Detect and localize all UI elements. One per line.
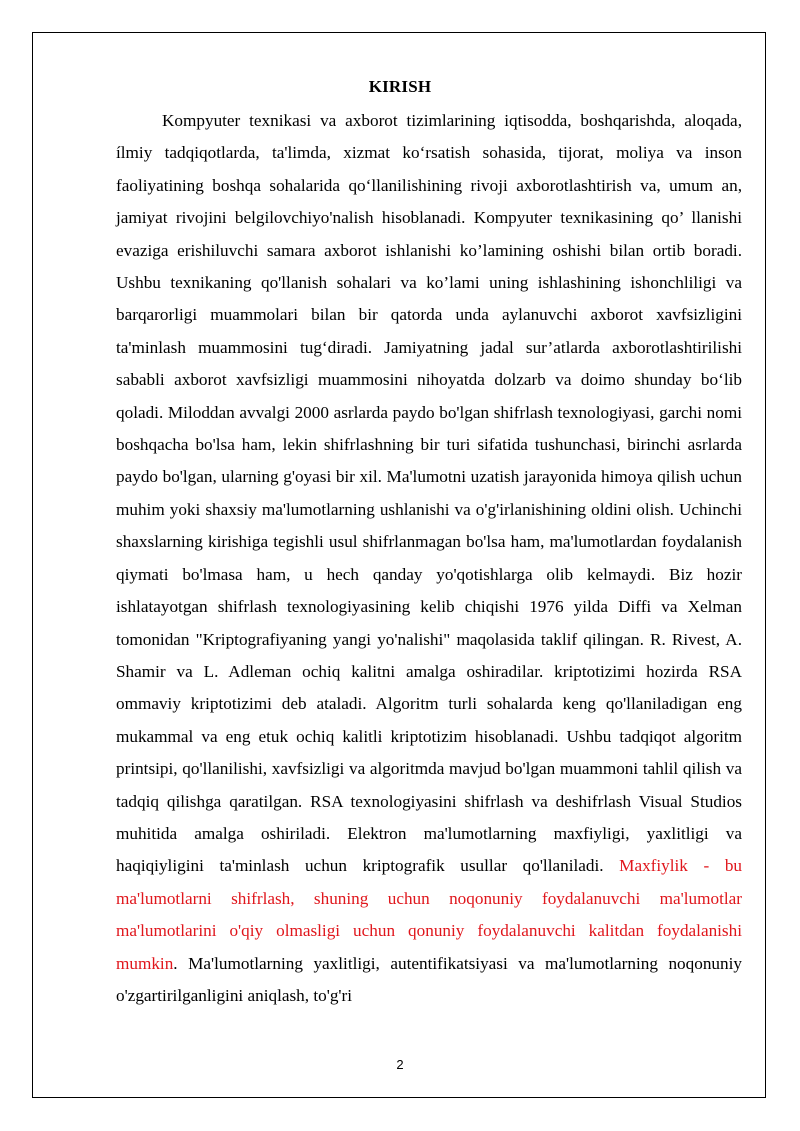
page-number: 2 bbox=[396, 1057, 404, 1072]
section-heading: KIRISH bbox=[368, 77, 432, 96]
highlighted-text: Maxfiylik - bu ma'lumotlarni shifrlash, shuning uchun noqonuniy foydalanuvchi ma'lumotlar ma'lumotlarini o'qiy olmasligi uchun qonuniy foydalanuvchi kalitdan foydalanishi mumkin bbox=[116, 856, 743, 973]
body-paragraph bbox=[116, 105, 742, 1012]
paragraph-text: Kompyuter texnikasi va axborot tizimlarining iqtisodda, boshqarishda, aloqada, ílmiy tadqiqotlarda, ta'limda, xizmat ko‘rsatish sohasida, tijorat, moliya va inson faoliyatining boshqa sohalarida qo‘llanilishining rivoji axborotlashtirish va, umum an, jamiyat rivojini belgilovchiyo'nalish hisoblanadi. Kompyuter texnikasining qo’ llanishi evaziga erishiluvchi samara axborot ishlanishi ko’lamining oshishi bilan ortib boradi. Ushbu texnikaning qo'llanish sohalari va ko’lami uning ishlashining ishonchliligi va barqarorligi muammolari bilan bir qatorda unda aylanuvchi axborot xavfsizligini ta'minlash muammosini tug‘diradi. Jamiyatning jadal sur’atlarda axborotlashtirilishi sababli axborot xavfsizligi muammosini nihoyatda dolzarb va doimo shunday bo‘lib qoladi. Miloddan avvalgi 2000 asrlarda paydo bo'lgan shifrlash texnologiyasi, garchi nomi boshqacha bo'lsa ham, lekin shifrlashning bir turi sifatida tushunchasi, birinchi asrlarda paydo bo'lgan, ularning g'oyasi bir xil. Ma'lumotni uzatish jarayonida himoya qilish uchun muhim yoki shaxsiy ma'lumotlarning ushlanishi va o'g'irlanishining oldini olish. Uchinchi shaxslarning kirishiga tegishli usul shifrlanmagan bo'lsa ham, ma'lumotlardan foydalanish qiymati bo'lmasa ham, u hech qanday yo'qotishlarga olib kelmaydi. Biz hozir ishlatayotgan shifrlash texnologiyasining kelib chiqishi 1976 yilda Diffi va Xelman tomonidan "Kriptografiyaning yangi yo'nalishi" maqolasida taklif qilingan. R. Rivest, A. Shamir va L. Adleman ochiq kalitni amalga oshiradilar. kriptotizimi hozirda RSA ommaviy kriptotizimi deb ataladi. Algoritm turli sohalarda keng qo'llaniladigan eng mukammal va eng etuk ochiq kalitli kriptotizim hisoblanadi. Ushbu tadqiqot algoritm printsipi, qo'llanilishi, xavfsizligi va algoritmda mavjud bo'lgan muammoni tahlil qilish va tadqiq qilishga qaratilgan. RSA texnologiyasini shifrlash va deshifrlash Visual Studios muhitida amalga oshiriladi. Elektron ma'lumotlarning maxfiyligi, yaxlitligi va haqiqiyligini ta'minlash uchun kriptografik usullar qo'llaniladi. bbox=[116, 111, 742, 876]
paragraph-text-continued: . Ma'lumotlarning yaxlitligi, autentifikatsiyasi va ma'lumotlarning noqonuniy o'zgartirilganligini aniqlash, to'g'ri bbox=[116, 953, 742, 1005]
